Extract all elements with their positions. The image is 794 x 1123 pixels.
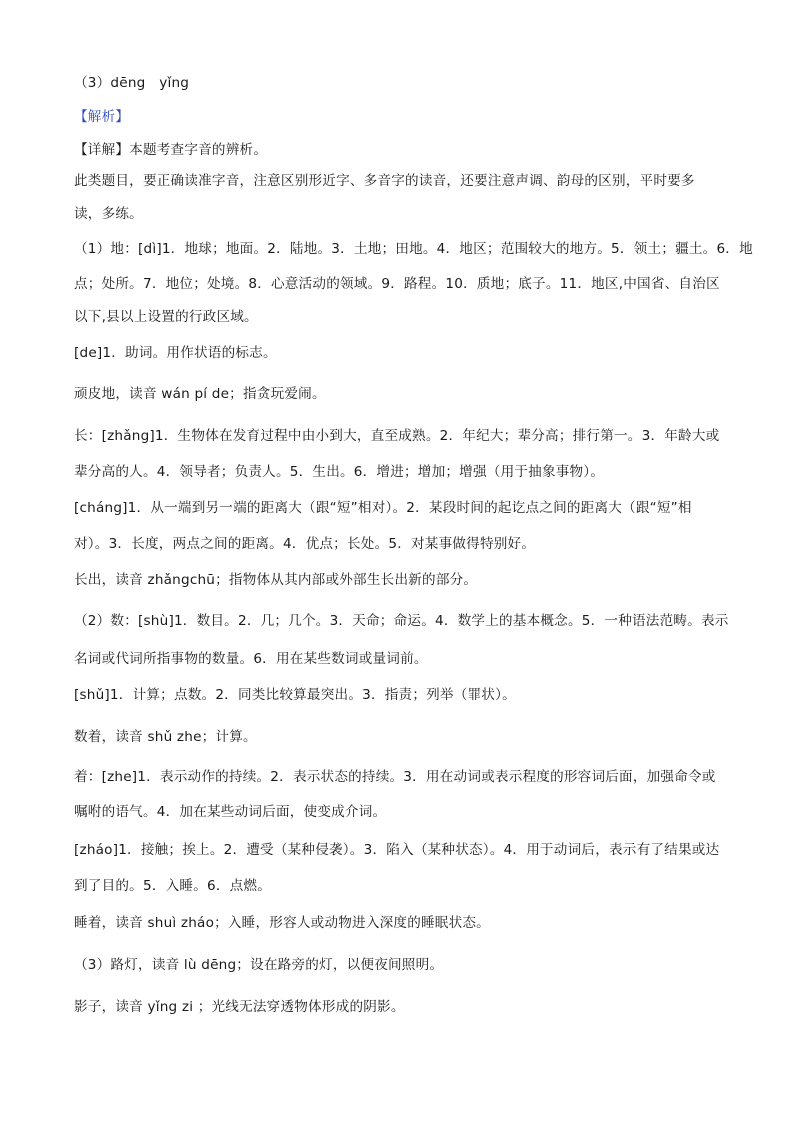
paragraph-line: 影子，读音 yǐng zi ；光线无法穿透物体形成的阴影。 [74, 999, 405, 1015]
paragraph-line: （1）地：[dì]1．地球；地面。2．陆地。3．土地；田地。4．地区；范围较大的地方。5．领土；疆土。6．地 [74, 241, 753, 257]
paragraph-line: 点；处所。7．地位；处境。8．心意活动的领域。9．路程。10．质地；底子。11．地区,中国省、自治区 [74, 276, 720, 292]
paragraph-line: [zháo]1．接触；挨上。2．遭受（某种侵袭）。3．陷入（某种状态）。4．用于动词后，表示有了结果或达 [74, 842, 720, 858]
paragraph-line: 到了目的。5．入睡。6．点燃。 [74, 878, 272, 894]
paragraph-line: 以下,县以上设置的行政区域。 [74, 309, 258, 325]
paragraph-line: （3）路灯，读音 lù dēng；设在路旁的灯，以便夜间照明。 [74, 957, 444, 973]
paragraph-line: 读，多练。 [74, 206, 143, 222]
paragraph-line: [shǔ]1．计算；点数。2．同类比较算最突出。3．指责；列举（罪状）。 [74, 687, 516, 703]
paragraph-line: 此类题目，要正确读准字音，注意区别形近字、多音字的读音，还要注意声调、韵母的区别，平时要多 [74, 173, 695, 189]
paragraph-line: [cháng]1．从一端到另一端的距离大（跟“短”相对）。2．某段时间的起讫点之间的距离大（跟“短”相 [74, 500, 692, 516]
paragraph-line: 对）。3．长度，两点之间的距离。4．优点；长处。5．对某事做得特别好。 [74, 536, 536, 552]
paragraph-line: 睡着，读音 shuì zháo；入睡，形容人或动物进入深度的睡眠状态。 [74, 915, 490, 931]
paragraph-line: 辈分高的人。4．领导者；负责人。5．生出。6．增进；增加；增强（用于抽象事物）。 [74, 464, 605, 480]
analysis-heading: 【解析】 [74, 109, 130, 125]
answer-line-3: （3）dēng yǐng [74, 75, 190, 91]
paragraph-line: 长：[zhǎng]1．生物体在发育过程中由小到大，直至成熟。2．年纪大；辈分高；排行第一。3．年龄大或 [74, 428, 720, 444]
paragraph-line: （2）数：[shù]1．数目。2．几；几个。3．天命；命运。4．数学上的基本概念。5．一种语法范畴。表示 [74, 613, 729, 629]
paragraph-line: [de]1．助词。用作状语的标志。 [74, 345, 277, 361]
paragraph-line: 着：[zhe]1．表示动作的持续。2．表示状态的持续。3．用在动词或表示程度的形容词后面，加强命令或 [74, 769, 716, 785]
paragraph-line: 名词或代词所指事物的数量。6．用在某些数词或量词前。 [74, 651, 428, 667]
paragraph-line: 长出，读音 zhǎngchū；指物体从其内部或外部生长出新的部分。 [74, 572, 478, 588]
paragraph-line: 嘱咐的语气。4．加在某些动词后面，使变成介词。 [74, 804, 387, 820]
paragraph-line: 顽皮地，读音 wán pí de；指贪玩爱闹。 [74, 386, 326, 402]
detail-intro: 【详解】本题考查字音的辨析。 [74, 142, 268, 158]
paragraph-line: 数着，读音 shǔ zhe；计算。 [74, 729, 257, 745]
